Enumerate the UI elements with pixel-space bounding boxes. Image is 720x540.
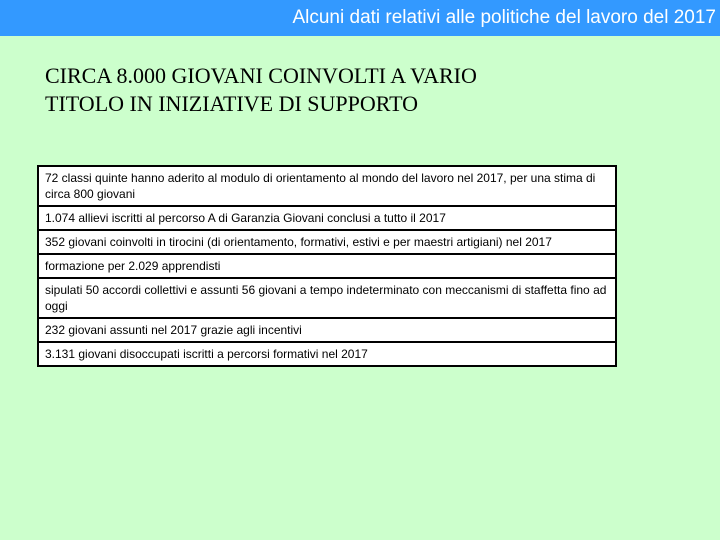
table-cell: 232 giovani assunti nel 2017 grazie agli incentivi: [38, 318, 616, 342]
main-heading-line-1: CIRCA 8.000 GIOVANI COINVOLTI A VARIO: [45, 63, 477, 88]
table-cell: 3.131 giovani disoccupati iscritti a percorsi formativi nel 2017: [38, 342, 616, 366]
info-table: [37, 165, 617, 367]
table-row: [38, 318, 616, 342]
table-row: [38, 230, 616, 254]
table-row: [38, 254, 616, 278]
table-cell: 1.074 allievi iscritti al percorso A di Garanzia Giovani conclusi a tutto il 2017: [38, 206, 616, 230]
table-row: [38, 206, 616, 230]
table-cell: 72 classi quinte hanno aderito al modulo di orientamento al mondo del lavoro nel 2017, per una stima di circa 800 giovani: [38, 166, 616, 206]
table-cell: 352 giovani coinvolti in tirocini (di orientamento, formativi, estivi e per maestri artigiani) nel 2017: [38, 230, 616, 254]
main-heading-line-2: TITOLO IN INIZIATIVE DI SUPPORTO: [45, 91, 419, 116]
table-row: [38, 278, 616, 318]
main-heading: [45, 62, 685, 118]
table-row: [38, 166, 616, 206]
header-bar: [0, 0, 720, 36]
table-cell: formazione per 2.029 apprendisti: [38, 254, 616, 278]
table-row: [38, 342, 616, 366]
table-cell: sipulati 50 accordi collettivi e assunti 56 giovani a tempo indeterminato con meccanismi di staffetta fino ad oggi: [38, 278, 616, 318]
slide-title: Alcuni dati relativi alle politiche del lavoro del 2017: [292, 7, 716, 28]
